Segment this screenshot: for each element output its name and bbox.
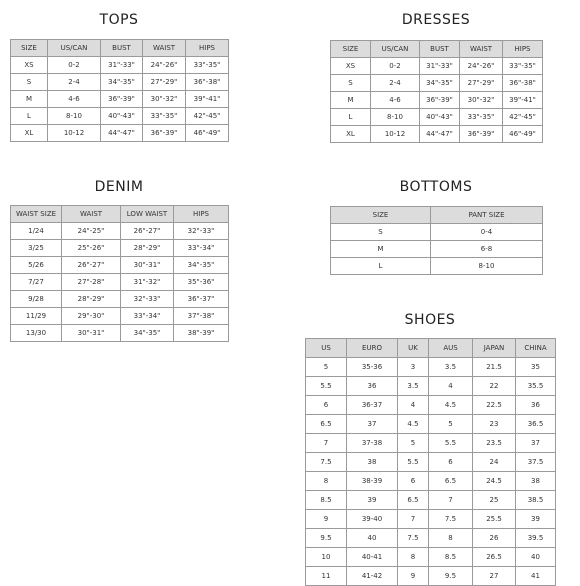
shoes-table-row (306, 396, 556, 415)
shoes-cell: 38.5 (516, 491, 556, 510)
dresses-cell: XL (331, 126, 371, 143)
shoes-cell: 24 (473, 453, 516, 472)
tops-cell: 39"-41" (186, 91, 229, 108)
denim-cell: 28"-29" (62, 291, 121, 308)
shoes-cell: 7.5 (306, 453, 347, 472)
shoes-cell: 36 (347, 377, 398, 396)
dresses-table-row (331, 109, 543, 126)
shoes-cell: 7.5 (429, 510, 473, 529)
shoes-cell: 9.5 (306, 529, 347, 548)
dresses-cell: L (331, 109, 371, 126)
shoes-cell: 27 (473, 567, 516, 586)
tops-table (10, 39, 229, 142)
shoes-cell: 7 (306, 434, 347, 453)
denim-table-row (11, 325, 229, 342)
denim-column-header: LOW WAIST (121, 206, 174, 223)
shoes-column-header: JAPAN (473, 339, 516, 358)
tops-cell: 34"-35" (101, 74, 143, 91)
shoes-cell: 7.5 (398, 529, 429, 548)
denim-cell: 25"-26" (62, 240, 121, 257)
dresses-cell: 0-2 (371, 58, 420, 75)
tops-table-row (11, 74, 229, 91)
denim-cell: 32"-33" (121, 291, 174, 308)
shoes-header-row (306, 339, 556, 358)
shoes-cell: 38 (347, 453, 398, 472)
bottoms-table-row (331, 224, 543, 241)
tops-cell: 4-6 (48, 91, 101, 108)
shoes-cell: 9.5 (429, 567, 473, 586)
shoes-cell: 21.5 (473, 358, 516, 377)
shoes-cell: 37 (347, 415, 398, 434)
dresses-table-row (331, 92, 543, 109)
dresses-cell: S (331, 75, 371, 92)
shoes-cell: 40-41 (347, 548, 398, 567)
dresses-cell: 33"-35" (460, 109, 503, 126)
shoes-table-row (306, 415, 556, 434)
shoes-cell: 5 (306, 358, 347, 377)
shoes-cell: 5.5 (398, 453, 429, 472)
dresses-table (330, 40, 543, 143)
tops-cell: 2-4 (48, 74, 101, 91)
denim-cell: 28"-29" (121, 240, 174, 257)
shoes-cell: 5 (398, 434, 429, 453)
bottoms-table-row (331, 241, 543, 258)
denim-cell: 31"-32" (121, 274, 174, 291)
shoes-cell: 6.5 (398, 491, 429, 510)
shoes-table-row (306, 472, 556, 491)
shoes-cell: 8.5 (306, 491, 347, 510)
shoes-cell: 6 (306, 396, 347, 415)
denim-table-row (11, 257, 229, 274)
denim-cell: 34"-35" (121, 325, 174, 342)
shoes-cell: 4.5 (429, 396, 473, 415)
tops-column-header: WAIST (143, 40, 186, 57)
shoes-cell: 3.5 (429, 358, 473, 377)
denim-cell: 32"-33" (174, 223, 229, 240)
denim-title: DENIM (94, 179, 144, 195)
shoes-cell: 4.5 (398, 415, 429, 434)
denim-column-header: HIPS (174, 206, 229, 223)
tops-cell: 46"-49" (186, 125, 229, 142)
bottoms-header-row (331, 207, 543, 224)
shoes-cell: 35.5 (516, 377, 556, 396)
denim-cell: 29"-30" (62, 308, 121, 325)
shoes-cell: 37.5 (516, 453, 556, 472)
denim-header-row (11, 206, 229, 223)
shoes-cell: 40 (347, 529, 398, 548)
shoes-cell: 40 (516, 548, 556, 567)
denim-cell: 13/30 (11, 325, 62, 342)
shoes-table-row (306, 434, 556, 453)
shoes-cell: 8 (306, 472, 347, 491)
shoes-cell: 41-42 (347, 567, 398, 586)
dresses-cell: 36"-39" (420, 92, 460, 109)
tops-table-row (11, 57, 229, 74)
tops-cell: XL (11, 125, 48, 142)
tops-cell: 36"-38" (186, 74, 229, 91)
shoes-cell: 24.5 (473, 472, 516, 491)
shoes-cell: 37-38 (347, 434, 398, 453)
denim-cell: 33"-34" (121, 308, 174, 325)
denim-cell: 30"-31" (121, 257, 174, 274)
shoes-cell: 25 (473, 491, 516, 510)
dresses-column-header: WAIST (460, 41, 503, 58)
shoes-cell: 9 (306, 510, 347, 529)
dresses-column-header: US/CAN (371, 41, 420, 58)
dresses-title: DRESSES (401, 12, 471, 28)
shoes-cell: 37 (516, 434, 556, 453)
shoes-cell: 23 (473, 415, 516, 434)
dresses-table-row (331, 75, 543, 92)
shoes-column-header: US (306, 339, 347, 358)
bottoms-cell: L (331, 258, 431, 275)
tops-cell: 31"-33" (101, 57, 143, 74)
shoes-cell: 4 (398, 396, 429, 415)
denim-cell: 37"-38" (174, 308, 229, 325)
dresses-cell: 2-4 (371, 75, 420, 92)
tops-cell: 36"-39" (101, 91, 143, 108)
bottoms-column-header: PANT SIZE (431, 207, 543, 224)
denim-cell: 34"-35" (174, 257, 229, 274)
bottoms-column-header: SIZE (331, 207, 431, 224)
dresses-column-header: HIPS (503, 41, 543, 58)
shoes-cell: 5.5 (306, 377, 347, 396)
bottoms-cell: 8-10 (431, 258, 543, 275)
dresses-cell: 39"-41" (503, 92, 543, 109)
shoes-table-row (306, 491, 556, 510)
tops-cell: 40"-43" (101, 108, 143, 125)
shoes-table (305, 338, 556, 586)
tops-cell: XS (11, 57, 48, 74)
tops-cell: 33"-35" (143, 108, 186, 125)
tops-cell: 27"-29" (143, 74, 186, 91)
shoes-table-row (306, 453, 556, 472)
tops-cell: 24"-26" (143, 57, 186, 74)
shoes-cell: 36 (516, 396, 556, 415)
shoes-cell: 6 (429, 453, 473, 472)
shoes-cell: 36.5 (516, 415, 556, 434)
tops-cell: 44"-47" (101, 125, 143, 142)
shoes-cell: 25.5 (473, 510, 516, 529)
tops-cell: 30"-32" (143, 91, 186, 108)
tops-cell: 10-12 (48, 125, 101, 142)
shoes-cell: 4 (429, 377, 473, 396)
shoes-cell: 35 (516, 358, 556, 377)
tops-cell: S (11, 74, 48, 91)
shoes-cell: 23.5 (473, 434, 516, 453)
dresses-cell: 24"-26" (460, 58, 503, 75)
denim-cell: 26"-27" (62, 257, 121, 274)
shoes-cell: 26 (473, 529, 516, 548)
shoes-cell: 8 (429, 529, 473, 548)
shoes-cell: 22.5 (473, 396, 516, 415)
shoes-cell: 22 (473, 377, 516, 396)
dresses-cell: 30"-32" (460, 92, 503, 109)
shoes-cell: 41 (516, 567, 556, 586)
shoes-table-row (306, 377, 556, 396)
denim-table-row (11, 223, 229, 240)
dresses-cell: 40"-43" (420, 109, 460, 126)
bottoms-cell: 0-4 (431, 224, 543, 241)
tops-column-header: US/CAN (48, 40, 101, 57)
tops-cell: M (11, 91, 48, 108)
tops-table-row (11, 125, 229, 142)
tops-cell: 42"-45" (186, 108, 229, 125)
dresses-cell: 8-10 (371, 109, 420, 126)
dresses-cell: 10-12 (371, 126, 420, 143)
dresses-cell: M (331, 92, 371, 109)
shoes-cell: 36-37 (347, 396, 398, 415)
tops-title: TOPS (99, 12, 139, 28)
denim-cell: 27"-28" (62, 274, 121, 291)
shoes-cell: 38-39 (347, 472, 398, 491)
shoes-cell: 5 (429, 415, 473, 434)
shoes-cell: 8.5 (429, 548, 473, 567)
dresses-column-header: BUST (420, 41, 460, 58)
shoes-column-header: EURO (347, 339, 398, 358)
shoes-cell: 3.5 (398, 377, 429, 396)
shoes-cell: 35-36 (347, 358, 398, 377)
shoes-cell: 6.5 (306, 415, 347, 434)
shoes-cell: 11 (306, 567, 347, 586)
denim-cell: 5/26 (11, 257, 62, 274)
denim-column-header: WAIST (62, 206, 121, 223)
shoes-cell: 39-40 (347, 510, 398, 529)
denim-cell: 36"-37" (174, 291, 229, 308)
denim-table-row (11, 291, 229, 308)
shoes-cell: 39 (516, 510, 556, 529)
dresses-cell: 44"-47" (420, 126, 460, 143)
shoes-cell: 10 (306, 548, 347, 567)
dresses-cell: 4-6 (371, 92, 420, 109)
denim-cell: 3/25 (11, 240, 62, 257)
denim-cell: 26"-27" (121, 223, 174, 240)
denim-table (10, 205, 229, 342)
bottoms-cell: M (331, 241, 431, 258)
dresses-table-row (331, 126, 543, 143)
denim-table-row (11, 240, 229, 257)
tops-cell: 8-10 (48, 108, 101, 125)
shoes-cell: 7 (398, 510, 429, 529)
tops-table-row (11, 108, 229, 125)
bottoms-title: BOTTOMS (399, 179, 473, 195)
denim-cell: 33"-34" (174, 240, 229, 257)
tops-cell: 36"-39" (143, 125, 186, 142)
dresses-header-row (331, 41, 543, 58)
tops-column-header: HIPS (186, 40, 229, 57)
tops-header-row (11, 40, 229, 57)
dresses-cell: 46"-49" (503, 126, 543, 143)
denim-column-header: WAIST SIZE (11, 206, 62, 223)
shoes-cell: 3 (398, 358, 429, 377)
shoes-table-row (306, 510, 556, 529)
shoes-cell: 6.5 (429, 472, 473, 491)
shoes-table-row (306, 358, 556, 377)
bottoms-cell: 6-8 (431, 241, 543, 258)
dresses-cell: 31"-33" (420, 58, 460, 75)
shoes-table-row (306, 567, 556, 586)
denim-cell: 24"-25" (62, 223, 121, 240)
denim-cell: 30"-31" (62, 325, 121, 342)
shoes-column-header: UK (398, 339, 429, 358)
bottoms-table (330, 206, 543, 275)
denim-table-row (11, 274, 229, 291)
shoes-cell: 9 (398, 567, 429, 586)
shoes-cell: 38 (516, 472, 556, 491)
shoes-cell: 6 (398, 472, 429, 491)
denim-cell: 9/28 (11, 291, 62, 308)
tops-column-header: SIZE (11, 40, 48, 57)
shoes-table-row (306, 548, 556, 567)
dresses-cell: 36"-39" (460, 126, 503, 143)
dresses-cell: XS (331, 58, 371, 75)
shoes-title: SHOES (404, 312, 456, 328)
tops-cell: 0-2 (48, 57, 101, 74)
dresses-cell: 33"-35" (503, 58, 543, 75)
denim-cell: 11/29 (11, 308, 62, 325)
dresses-cell: 34"-35" (420, 75, 460, 92)
dresses-cell: 42"-45" (503, 109, 543, 126)
bottoms-cell: S (331, 224, 431, 241)
dresses-column-header: SIZE (331, 41, 371, 58)
denim-cell: 38"-39" (174, 325, 229, 342)
tops-table-row (11, 91, 229, 108)
shoes-cell: 26.5 (473, 548, 516, 567)
dresses-table-row (331, 58, 543, 75)
shoes-column-header: CHINA (516, 339, 556, 358)
dresses-cell: 27"-29" (460, 75, 503, 92)
denim-cell: 7/27 (11, 274, 62, 291)
denim-cell: 35"-36" (174, 274, 229, 291)
shoes-cell: 7 (429, 491, 473, 510)
shoes-cell: 39 (347, 491, 398, 510)
bottoms-table-row (331, 258, 543, 275)
dresses-cell: 36"-38" (503, 75, 543, 92)
tops-cell: L (11, 108, 48, 125)
shoes-cell: 8 (398, 548, 429, 567)
shoes-cell: 5.5 (429, 434, 473, 453)
shoes-cell: 39.5 (516, 529, 556, 548)
denim-cell: 1/24 (11, 223, 62, 240)
shoes-table-row (306, 529, 556, 548)
denim-table-row (11, 308, 229, 325)
tops-cell: 33"-35" (186, 57, 229, 74)
shoes-column-header: AUS (429, 339, 473, 358)
tops-column-header: BUST (101, 40, 143, 57)
